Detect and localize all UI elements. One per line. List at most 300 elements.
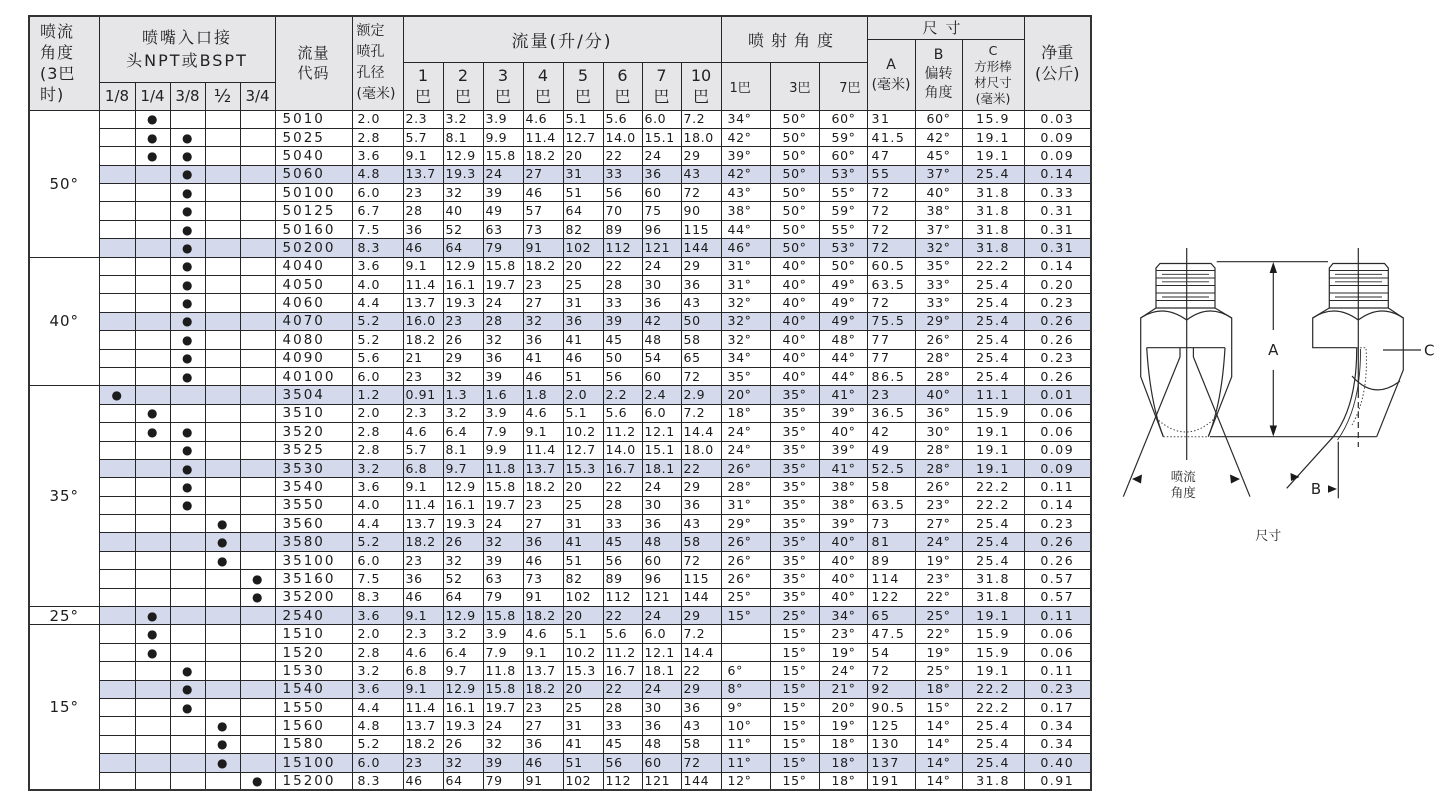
orifice-diameter: 2.8: [352, 643, 403, 661]
nozzle-front-view: [1123, 248, 1250, 500]
inlet-size-dot: [135, 349, 170, 367]
flow-code: 4090: [275, 349, 352, 367]
net-weight-cell: 0.14: [1024, 257, 1091, 275]
flow-rate-cell: 9.1: [523, 423, 563, 441]
inlet-size-dot: ●: [205, 717, 240, 735]
spray-angle-cell: 50°: [770, 184, 819, 202]
flow-rate-cell: 11.4: [523, 441, 563, 459]
flow-rate-cell: 9.7: [443, 459, 483, 477]
dimension-c-cell: 25.4: [962, 331, 1024, 349]
inlet-size-dot: [170, 551, 205, 569]
spray-angle-cell: 53°: [819, 165, 867, 183]
dimension-a-cell: 60.5: [867, 257, 915, 275]
flow-rate-cell: 15.8: [483, 680, 523, 698]
inlet-size-dot: [135, 515, 170, 533]
dimension-c-cell: 15.9: [962, 643, 1024, 661]
dimension-a-label: A: [1268, 341, 1279, 359]
orifice-diameter: 2.0: [352, 625, 403, 643]
dimension-b-cell: 40°: [915, 386, 962, 404]
flow-rate-cell: 46: [563, 349, 603, 367]
flow-rate-cell: 48: [642, 735, 681, 753]
flow-rate-cell: 90: [681, 202, 721, 220]
spray-angle-cell: 15°: [721, 607, 770, 625]
flow-rate-cell: 5.6: [603, 110, 642, 128]
net-weight-cell: 0.23: [1024, 680, 1091, 698]
flow-rate-cell: 6.0: [642, 110, 681, 128]
spray-angle-cell: 31°: [721, 257, 770, 275]
inlet-size-dot: [240, 147, 275, 165]
flow-rate-cell: 22: [681, 662, 721, 680]
orifice-diameter: 1.2: [352, 386, 403, 404]
inlet-size-dot: ●: [170, 202, 205, 220]
inlet-size-dot: [170, 386, 205, 404]
flow-rate-cell: 64: [443, 588, 483, 606]
flow-rate-cell: 7.2: [681, 110, 721, 128]
flow-rate-cell: 40: [443, 202, 483, 220]
header-line: 3: [497, 66, 509, 85]
spray-angle-cell: 42°: [721, 128, 770, 146]
header-line: 方形棒: [974, 58, 1012, 74]
spray-angle-cell: 39°: [721, 147, 770, 165]
header-flow-rate: 流量(升/分): [403, 16, 721, 62]
inlet-size-dot: [99, 404, 135, 422]
flow-rate-cell: 5.1: [563, 404, 603, 422]
flow-rate-cell: 12.9: [443, 478, 483, 496]
flow-rate-cell: 60: [642, 367, 681, 385]
flow-code: 3560: [275, 515, 352, 533]
net-weight-cell: 0.26: [1024, 312, 1091, 330]
flow-code: 3540: [275, 478, 352, 496]
flow-rate-cell: 12.9: [443, 147, 483, 165]
flow-code: 3520: [275, 423, 352, 441]
spray-angle-cell: 21°: [819, 680, 867, 698]
flow-rate-cell: 32: [443, 551, 483, 569]
header-line: 角度: [924, 85, 953, 101]
inlet-size-dot: [135, 533, 170, 551]
table-row: [29, 202, 1091, 220]
inlet-size-dot: [99, 349, 135, 367]
flow-rate-cell: 9.1: [403, 478, 443, 496]
flow-rate-cell: 11.2: [603, 423, 642, 441]
flow-rate-cell: 57: [523, 202, 563, 220]
header-inlet-3-4: 3/4: [240, 82, 275, 110]
spray-angle-cell: 40°: [770, 312, 819, 330]
dimension-a-cell: 63.5: [867, 276, 915, 294]
flow-rate-cell: 25: [563, 699, 603, 717]
table-row: [29, 404, 1091, 422]
flow-rate-cell: 1.3: [443, 386, 483, 404]
spray-angle-cell: 38°: [819, 478, 867, 496]
dimension-a-cell: 47: [867, 147, 915, 165]
inlet-size-dot: [240, 754, 275, 772]
flow-rate-cell: 31: [563, 515, 603, 533]
dimension-a-cell: 47.5: [867, 625, 915, 643]
dimension-b-cell: 15°: [915, 699, 962, 717]
inlet-size-dot: ●: [170, 220, 205, 238]
inlet-size-dot: [99, 607, 135, 625]
flow-rate-cell: 112: [603, 239, 642, 257]
dimension-a-cell: 75.5: [867, 312, 915, 330]
inlet-size-dot: [99, 128, 135, 146]
table-row: [29, 625, 1091, 643]
flow-rate-cell: 18.0: [681, 128, 721, 146]
flow-rate-cell: 24: [642, 680, 681, 698]
spray-angle-cell: 55°: [819, 184, 867, 202]
flow-rate-cell: 36: [642, 165, 681, 183]
flow-rate-cell: 15.8: [483, 607, 523, 625]
flow-rate-cell: 1.6: [483, 386, 523, 404]
section-spray-angle: 40°: [29, 257, 99, 386]
table-row: [29, 699, 1091, 717]
flow-rate-cell: 72: [681, 754, 721, 772]
section-spray-angle: 15°: [29, 625, 99, 791]
flow-rate-cell: 33: [603, 717, 642, 735]
flow-rate-cell: 112: [603, 772, 642, 790]
flow-rate-cell: 56: [603, 754, 642, 772]
net-weight-cell: 0.06: [1024, 423, 1091, 441]
flow-rate-cell: 7.9: [483, 643, 523, 661]
flow-rate-cell: 18.2: [523, 257, 563, 275]
flow-rate-cell: 15.8: [483, 257, 523, 275]
spray-angle-cell: 24°: [721, 441, 770, 459]
flow-rate-cell: 13.7: [403, 294, 443, 312]
net-weight-cell: 0.26: [1024, 551, 1091, 569]
flow-rate-cell: 12.9: [443, 257, 483, 275]
flow-rate-cell: 27: [523, 717, 563, 735]
spray-angle-cell: 15°: [770, 772, 819, 790]
dimension-c-cell: 15.9: [962, 110, 1024, 128]
spray-angle-cell: 34°: [721, 349, 770, 367]
inlet-size-dot: [99, 257, 135, 275]
net-weight-cell: 0.06: [1024, 643, 1091, 661]
flow-rate-cell: 5.1: [563, 110, 603, 128]
spray-angle-cell: 40°: [770, 349, 819, 367]
spray-angle-cell: 40°: [770, 257, 819, 275]
section-spray-angle: 50°: [29, 110, 99, 257]
flow-rate-cell: 49: [483, 202, 523, 220]
spray-angle-cell: [721, 643, 770, 661]
flow-rate-cell: 28: [603, 496, 642, 514]
flow-rate-cell: 18.2: [403, 331, 443, 349]
flow-code: 1560: [275, 717, 352, 735]
inlet-size-dot: ●: [99, 386, 135, 404]
inlet-size-dot: ●: [205, 515, 240, 533]
inlet-size-dot: ●: [205, 551, 240, 569]
flow-rate-cell: 36: [523, 735, 563, 753]
dimension-c-cell: 31.8: [962, 184, 1024, 202]
flow-rate-cell: 28: [403, 202, 443, 220]
flow-rate-cell: 20: [563, 680, 603, 698]
inlet-size-dot: [240, 735, 275, 753]
header-line: 巴: [575, 87, 592, 106]
flow-rate-cell: 19.3: [443, 165, 483, 183]
net-weight-cell: 0.31: [1024, 220, 1091, 238]
flow-rate-cell: 29: [443, 349, 483, 367]
flow-rate-cell: 89: [603, 220, 642, 238]
spray-angle-cell: 50°: [770, 220, 819, 238]
flow-rate-cell: 9.7: [443, 662, 483, 680]
table-row: [29, 662, 1091, 680]
flow-rate-cell: 11.4: [403, 276, 443, 294]
orifice-diameter: 6.0: [352, 754, 403, 772]
flow-rate-cell: 15.1: [642, 441, 681, 459]
net-weight-cell: 0.91: [1024, 772, 1091, 790]
dimension-a-cell: 89: [867, 551, 915, 569]
header-line: 巴: [535, 87, 552, 106]
flow-rate-cell: 72: [681, 367, 721, 385]
dimension-a-cell: 23: [867, 386, 915, 404]
inlet-size-dot: [205, 625, 240, 643]
table-row: [29, 386, 1091, 404]
flow-rate-cell: 2.3: [403, 404, 443, 422]
inlet-size-dot: [205, 147, 240, 165]
dimension-c-cell: 31.8: [962, 220, 1024, 238]
spray-angle-cell: 49°: [819, 312, 867, 330]
dimension-a-cell: 72: [867, 662, 915, 680]
inlet-size-dot: [205, 110, 240, 128]
dimension-a-cell: 73: [867, 515, 915, 533]
spray-angle-cell: 31°: [721, 496, 770, 514]
flow-rate-cell: 11.4: [403, 496, 443, 514]
inlet-size-dot: [205, 239, 240, 257]
flow-rate-cell: 32: [483, 735, 523, 753]
inlet-size-dot: ●: [170, 349, 205, 367]
inlet-size-dot: [135, 276, 170, 294]
orifice-diameter: 6.7: [352, 202, 403, 220]
flow-rate-cell: 60: [642, 184, 681, 202]
flow-code: 15200: [275, 772, 352, 790]
spray-angle-cell: 10°: [721, 717, 770, 735]
flow-rate-cell: 6.8: [403, 459, 443, 477]
header-line: 10: [690, 66, 712, 85]
inlet-size-dot: [205, 607, 240, 625]
inlet-size-dot: [170, 570, 205, 588]
inlet-size-dot: [205, 367, 240, 385]
inlet-size-dot: ●: [240, 588, 275, 606]
flow-rate-cell: 63: [483, 570, 523, 588]
spray-angle-cell: 18°: [819, 735, 867, 753]
dimension-b-cell: 25°: [915, 662, 962, 680]
flow-rate-cell: 12.7: [563, 128, 603, 146]
flow-rate-cell: 28: [603, 276, 642, 294]
inlet-size-dot: [135, 220, 170, 238]
spray-angle-cell: 26°: [721, 551, 770, 569]
inlet-size-dot: [205, 312, 240, 330]
flow-rate-cell: 91: [523, 588, 563, 606]
inlet-size-dot: ●: [205, 735, 240, 753]
dimension-c-cell: 15.9: [962, 625, 1024, 643]
spray-angle-cell: 60°: [819, 110, 867, 128]
flow-code: 3504: [275, 386, 352, 404]
inlet-size-dot: ●: [135, 607, 170, 625]
dimension-c-cell: 11.1: [962, 386, 1024, 404]
header-line: 巴: [455, 87, 472, 106]
flow-rate-cell: 36: [681, 276, 721, 294]
header-dimension-b: [915, 39, 962, 110]
header-orifice-diameter: [352, 16, 403, 110]
net-weight-cell: 0.57: [1024, 570, 1091, 588]
flow-rate-cell: 13.7: [403, 515, 443, 533]
dimension-a-cell: 72: [867, 220, 915, 238]
inlet-size-dot: ●: [170, 441, 205, 459]
flow-rate-cell: 54: [642, 349, 681, 367]
header-line: (3巴: [40, 64, 76, 84]
flow-rate-cell: 13.7: [403, 717, 443, 735]
flow-rate-cell: 45: [603, 533, 642, 551]
spray-angle-cell: 38°: [721, 202, 770, 220]
inlet-size-dot: [99, 515, 135, 533]
flow-rate-cell: 73: [523, 220, 563, 238]
header-line: (毫米): [975, 90, 1011, 106]
header-dimension-a: [867, 39, 915, 110]
spray-angle-cell: 40°: [770, 276, 819, 294]
spray-angle-label: 喷流: [1170, 469, 1196, 484]
table-row: [29, 441, 1091, 459]
spray-angle-cell: 35°: [770, 386, 819, 404]
flow-rate-cell: 11.8: [483, 459, 523, 477]
section-spray-angle: 25°: [29, 607, 99, 625]
flow-rate-cell: 10.2: [563, 643, 603, 661]
dimension-c-cell: 19.1: [962, 662, 1024, 680]
flow-code: 5010: [275, 110, 352, 128]
dimension-b-cell: 36°: [915, 404, 962, 422]
flow-rate-cell: 12.9: [443, 607, 483, 625]
flow-code: 35200: [275, 588, 352, 606]
flow-rate-cell: 13.7: [523, 662, 563, 680]
spray-angle-cell: 15°: [770, 717, 819, 735]
header-line: 巴: [614, 87, 631, 106]
arrow-up-icon: [1270, 262, 1277, 273]
diagram-caption: 尺寸: [1255, 529, 1282, 544]
table-row: [29, 735, 1091, 753]
flow-rate-cell: 11.4: [403, 699, 443, 717]
flow-rate-cell: 24: [483, 717, 523, 735]
spray-angle-cell: 20°: [819, 699, 867, 717]
header-line: 代码: [297, 64, 330, 83]
inlet-size-dot: [205, 772, 240, 790]
spray-angle-arrow-left-icon: [1132, 475, 1142, 484]
spray-angle-cell: 59°: [819, 202, 867, 220]
inlet-size-dot: [135, 257, 170, 275]
inlet-size-dot: [240, 202, 275, 220]
orifice-diameter: 4.0: [352, 496, 403, 514]
flow-rate-cell: 43: [681, 165, 721, 183]
inlet-size-dot: [205, 404, 240, 422]
header-spray-7bar: 7巴: [819, 62, 867, 110]
flow-rate-cell: 46: [403, 588, 443, 606]
spray-angle-cell: 19°: [819, 643, 867, 661]
flow-rate-cell: 39: [483, 551, 523, 569]
dimension-c-cell: 15.9: [962, 404, 1024, 422]
dimension-c-cell: 31.8: [962, 202, 1024, 220]
inlet-size-dot: [205, 276, 240, 294]
flow-code: 1530: [275, 662, 352, 680]
dimension-c-cell: 19.1: [962, 441, 1024, 459]
dimension-c-cell: 22.2: [962, 496, 1024, 514]
inlet-size-dot: ●: [170, 294, 205, 312]
inlet-size-dot: [135, 551, 170, 569]
header-flow-7bar: [642, 62, 681, 110]
flow-rate-cell: 60: [642, 754, 681, 772]
flow-rate-cell: 36: [642, 294, 681, 312]
inlet-size-dot: [135, 496, 170, 514]
nozzle-side-view: [1210, 248, 1403, 488]
flow-rate-cell: 19.3: [443, 515, 483, 533]
flow-rate-cell: 43: [681, 294, 721, 312]
flow-rate-cell: 144: [681, 239, 721, 257]
inlet-size-dot: ●: [205, 533, 240, 551]
flow-rate-cell: 51: [563, 754, 603, 772]
inlet-size-dot: [205, 459, 240, 477]
flow-rate-cell: 26: [443, 331, 483, 349]
table-row: [29, 312, 1091, 330]
spray-angle-cell: 50°: [770, 202, 819, 220]
orifice-diameter: 3.6: [352, 257, 403, 275]
flow-rate-cell: 14.4: [681, 643, 721, 661]
inlet-size-dot: [135, 202, 170, 220]
inlet-size-dot: [99, 478, 135, 496]
flow-rate-cell: 79: [483, 588, 523, 606]
flow-rate-cell: 4.6: [403, 423, 443, 441]
spray-angle-cell: 46°: [721, 239, 770, 257]
flow-rate-cell: 58: [681, 735, 721, 753]
spray-angle-cell: 15°: [770, 680, 819, 698]
flow-rate-cell: 29: [681, 607, 721, 625]
inlet-size-dot: [240, 607, 275, 625]
dimension-b-cell: 33°: [915, 294, 962, 312]
flow-rate-cell: 42: [642, 312, 681, 330]
spray-angle-cell: 15°: [770, 699, 819, 717]
table-row: [29, 331, 1091, 349]
spray-angle-cell: 50°: [770, 128, 819, 146]
inlet-size-dot: ●: [170, 662, 205, 680]
flow-rate-cell: 112: [603, 588, 642, 606]
flow-rate-cell: 36: [681, 699, 721, 717]
spray-angle-cell: 50°: [770, 165, 819, 183]
spray-angle-cell: 35°: [770, 478, 819, 496]
flow-rate-cell: 3.2: [443, 110, 483, 128]
flow-rate-cell: 16.7: [603, 662, 642, 680]
header-line: 头NPT或BSPT: [126, 51, 248, 71]
spray-angle-cell: 18°: [819, 772, 867, 790]
flow-code: 50160: [275, 220, 352, 238]
spray-angle-cell: 40°: [819, 570, 867, 588]
dimension-b-cell: 23°: [915, 570, 962, 588]
spray-angle-cell: 40°: [819, 588, 867, 606]
header-nozzle-inlet: [99, 16, 275, 82]
dimension-a-cell: 36.5: [867, 404, 915, 422]
dimension-a-cell: 72: [867, 294, 915, 312]
inlet-size-dot: [170, 735, 205, 753]
inlet-size-dot: ●: [170, 128, 205, 146]
inlet-size-dot: [240, 128, 275, 146]
orifice-diameter: 8.3: [352, 772, 403, 790]
flow-rate-cell: 26: [443, 735, 483, 753]
dimension-a-cell: 58: [867, 478, 915, 496]
flow-rate-cell: 56: [603, 367, 642, 385]
flow-rate-cell: 41: [563, 735, 603, 753]
arrow-right-icon: [1328, 485, 1337, 492]
inlet-size-dot: [99, 735, 135, 753]
flow-rate-cell: 2.9: [681, 386, 721, 404]
flow-rate-cell: 30: [642, 699, 681, 717]
flow-rate-cell: 14.0: [603, 441, 642, 459]
inlet-size-dot: [240, 404, 275, 422]
inlet-size-dot: [135, 239, 170, 257]
flow-rate-cell: 12.9: [443, 680, 483, 698]
header-inlet-1-8: 1/8: [99, 82, 135, 110]
orifice-diameter: 7.5: [352, 220, 403, 238]
